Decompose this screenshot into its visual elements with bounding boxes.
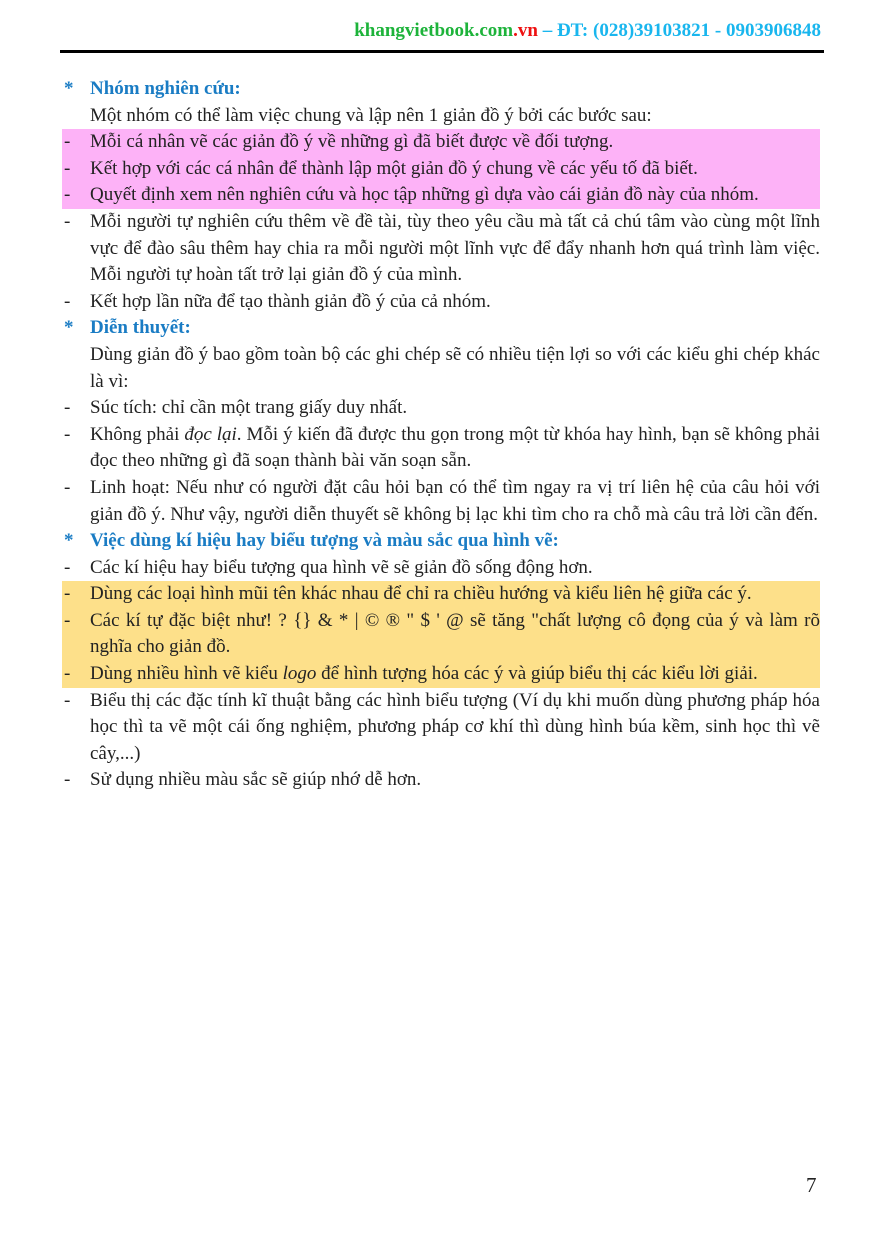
page-header — [354, 20, 821, 42]
list-item — [62, 209, 820, 289]
item-text — [90, 661, 820, 688]
list-marker: - — [64, 397, 71, 419]
list-marker: - — [64, 663, 71, 685]
list-marker: - — [64, 131, 71, 153]
item-text: Mỗi người tự nghiên cứu thêm về đề tài, tùy theo yêu cầu mà tất cả chú tâm vào cùng một lĩnh vực để đào sâu thêm hay chia ra mỗi người một lĩnh vực để đẩy nhanh hơn quá trình làm việc. Mỗi người tự hoàn tất trở lại giản đồ ý của mình. — [90, 210, 820, 286]
list-marker: * — [64, 317, 74, 339]
list-marker: - — [64, 290, 71, 312]
list-marker: * — [64, 530, 74, 552]
item-text: Mỗi cá nhân vẽ các giản đồ ý về những gì đã biết được về đối tượng. — [90, 131, 614, 153]
section-heading — [62, 315, 820, 342]
list-marker: - — [64, 689, 71, 711]
list-marker: - — [64, 184, 71, 206]
list-marker: - — [64, 423, 71, 445]
list-marker: - — [64, 210, 71, 232]
list-marker: - — [64, 609, 71, 631]
list-item — [62, 475, 820, 528]
text-segment: . Mỗi ý kiến đã được thu gọn trong một từ khóa hay hình, bạn sẽ không phải đọc theo những gì đã soạn thành bài văn soạn sẵn. — [90, 423, 821, 472]
list-item — [62, 156, 820, 183]
list-item — [62, 555, 820, 582]
list-item — [62, 608, 820, 661]
list-item — [62, 661, 820, 688]
site-name: khangvietbook.com — [354, 20, 514, 41]
item-text: Các kí tự đặc biệt như! ? {} & * | © ® " $ ' @ sẽ tăng "chất lượng cô đọng của ý và làm rõ nghĩa cho giản đồ. — [90, 609, 820, 658]
item-text: Các kí hiệu hay biểu tượng qua hình vẽ sẽ giản đồ sống động hơn. — [90, 556, 593, 578]
text-segment: Không phải — [90, 423, 185, 445]
emphasis-text: logo — [282, 663, 317, 685]
document-body — [62, 76, 820, 794]
section-heading — [62, 76, 820, 103]
item-text: Kết hợp lần nữa để tạo thành giản đồ ý của cả nhóm. — [90, 290, 491, 312]
list-marker: - — [64, 769, 71, 791]
item-text: Quyết định xem nên nghiên cứu và học tập những gì dựa vào cái giản đồ này của nhóm. — [90, 184, 759, 206]
paragraph — [62, 103, 820, 130]
item-text: Nhóm nghiên cứu: — [90, 78, 241, 99]
item-text: Biểu thị các đặc tính kĩ thuật bằng các hình biểu tượng (Ví dụ khi muốn dùng phương pháp hóa học thì ta vẽ một cái ống nghiệm, phương pháp cơ khí thì dùng hình búa kềm, sinh học thì vẽ cây,...) — [90, 689, 820, 764]
list-marker: * — [64, 78, 74, 99]
list-item — [62, 688, 820, 768]
paragraph — [62, 342, 820, 395]
list-marker — [62, 103, 90, 130]
list-marker — [62, 342, 90, 395]
list-marker: - — [64, 556, 71, 578]
list-item — [62, 422, 820, 475]
item-text: Diễn thuyết: — [90, 317, 191, 339]
list-marker: - — [64, 157, 71, 179]
list-item — [62, 767, 820, 794]
list-item — [62, 581, 820, 608]
text-segment: để hình tượng hóa các ý và giúp biểu thị các kiểu lời giải. — [316, 663, 758, 685]
emphasis-text: đọc lại — [184, 423, 237, 445]
item-text: Súc tích: chỉ cần một trang giấy duy nhất. — [90, 397, 408, 419]
list-item — [62, 182, 820, 209]
item-text: Một nhóm có thể làm việc chung và lập nên 1 giản đồ ý bởi các bước sau: — [90, 104, 652, 126]
item-text: Dùng các loại hình mũi tên khác nhau để chỉ ra chiều hướng và kiểu liên hệ giữa các ý. — [90, 583, 752, 605]
item-text: Sử dụng nhiều màu sắc sẽ giúp nhớ dễ hơn. — [90, 769, 422, 791]
page-number: 7 — [806, 1173, 817, 1197]
list-item — [62, 289, 820, 316]
list-item — [62, 395, 820, 422]
list-marker: - — [64, 476, 71, 498]
site-tld: .vn — [513, 20, 538, 41]
item-text: Việc dùng kí hiệu hay biểu tượng và màu sắc qua hình vẽ: — [90, 530, 559, 552]
header-rule — [60, 50, 824, 53]
item-text: Dùng giản đồ ý bao gồm toàn bộ các ghi chép sẽ có nhiều tiện lợi so với các kiểu ghi chép khác là vì: — [90, 343, 820, 392]
item-text: Linh hoạt: Nếu như có người đặt câu hỏi bạn có thể tìm ngay ra vị trí liên hệ của câu hỏi với giản đồ ý. Như vậy, người diễn thuyết sẽ không bị lạc khi tìm cho ra chỗ mà câu trả lời cần đến. — [90, 476, 820, 525]
section-heading — [62, 528, 820, 555]
contact-info: – ĐT: (028)39103821 - 0903906848 — [537, 20, 821, 41]
text-segment: Dùng nhiều hình vẽ kiểu — [90, 663, 283, 685]
item-text — [90, 422, 820, 475]
list-item — [62, 129, 820, 156]
list-marker: - — [64, 583, 71, 605]
item-text: Kết hợp với các cá nhân để thành lập một giản đồ ý chung về các yếu tố đã biết. — [90, 157, 698, 179]
